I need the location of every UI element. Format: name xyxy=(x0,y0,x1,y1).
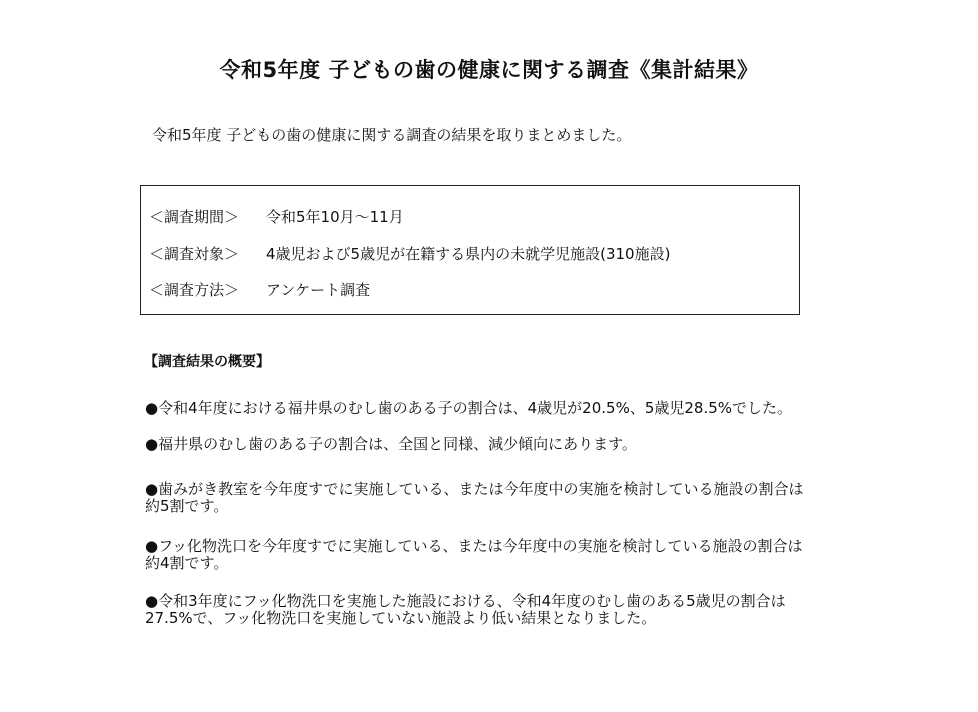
summary-heading: 【調査結果の概要】 xyxy=(144,354,270,370)
summary-item xyxy=(145,593,805,627)
survey-method-label: ＜調査方法＞ xyxy=(149,281,240,299)
summary-item xyxy=(145,400,805,417)
page-subtitle: 令和5年度 子どもの歯の健康に関する調査の結果を取りまとめました。 xyxy=(152,126,632,144)
bullet-dot-icon: ● xyxy=(145,435,159,453)
bullet-dot-icon: ● xyxy=(145,537,159,555)
survey-period-row xyxy=(149,206,404,227)
summary-item-text: 福井県のむし歯のある子の割合は、全国と同様、減少傾向にあります。 xyxy=(158,435,637,453)
summary-item xyxy=(145,481,805,515)
bullet-dot-icon: ● xyxy=(145,480,159,498)
bullet-dot-icon: ● xyxy=(145,592,159,610)
bullet-dot-icon: ● xyxy=(145,399,159,417)
summary-item xyxy=(145,538,805,572)
page-title: 令和5年度 子どもの歯の健康に関する調査《集計結果》 xyxy=(219,58,759,82)
survey-method-value: アンケート調査 xyxy=(266,281,371,299)
survey-target-value: 4歳児および5歳児が在籍する県内の未就学児施設(310施設) xyxy=(266,245,671,263)
survey-method-row xyxy=(149,279,370,300)
summary-item xyxy=(145,436,805,453)
survey-period-value: 令和5年10月～11月 xyxy=(266,208,404,226)
summary-item-text: 令和4年度における福井県のむし歯のある子の割合は、4歳児が20.5%、5歳児28.5%でした。 xyxy=(158,399,793,417)
survey-target-row xyxy=(149,243,670,264)
summary-item-text: 歯みがき教室を今年度すでに実施している、または今年度中の実施を検討している施設の割合は約5割です。 xyxy=(145,480,804,515)
summary-item-text: 令和3年度にフッ化物洗口を実施した施設における、令和4年度のむし歯のある5歳児の割合は27.5%で、フッ化物洗口を実施していない施設より低い結果となりました。 xyxy=(145,592,786,627)
survey-info-box xyxy=(140,185,800,315)
survey-period-label: ＜調査期間＞ xyxy=(149,208,240,226)
summary-item-text: フッ化物洗口を今年度すでに実施している、または今年度中の実施を検討している施設の割合は約4割です。 xyxy=(145,537,803,572)
survey-target-label: ＜調査対象＞ xyxy=(149,245,240,263)
